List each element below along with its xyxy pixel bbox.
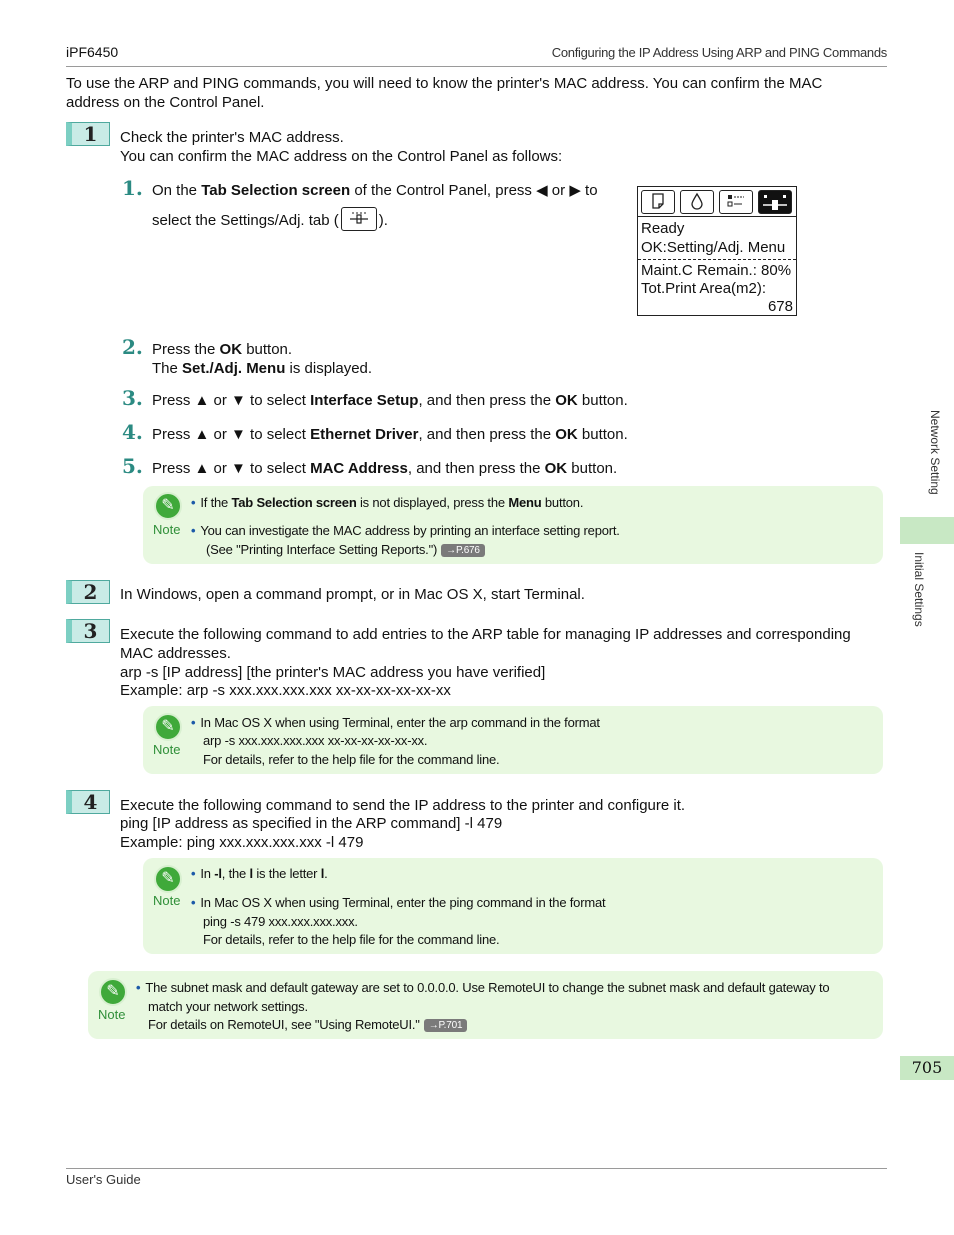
job-tab-icon [719, 190, 753, 214]
note-2-bullet-1: • In Mac OS X when using Terminal, enter the arp command in the format [191, 715, 600, 730]
substep-4-text: Press ▲ or ▼ to select Ethernet Driver, and then press the OK button. [152, 426, 628, 443]
note-1-bullet-2: • You can investigate the MAC address by printing an interface setting report. [191, 523, 620, 538]
step-3-line-2: MAC addresses. [120, 645, 231, 662]
note-pencil-icon: ✎ [154, 865, 182, 893]
step-1-line-1: Check the printer's MAC address. [120, 129, 344, 146]
step-3-line-1: Execute the following command to add entries to the ARP table for managing IP addresses and corresponding [120, 626, 851, 643]
note-pencil-icon: ✎ [154, 713, 182, 741]
substep-1-line-2: select the Settings/Adj. tab ( ). [152, 207, 388, 231]
lcd-divider-top [638, 216, 796, 217]
page-number: 705 [900, 1056, 954, 1080]
step-4-badge: 4 [66, 790, 110, 814]
note-2-line-3: For details, refer to the help file for the command line. [203, 752, 500, 767]
note-2-line-2: arp -s xxx.xxx.xxx.xxx xx-xx-xx-xx-xx-xx. [203, 733, 428, 748]
paper-tab-icon [641, 190, 675, 214]
step-4-line-2: ping [IP address as specified in the ARP command] -l 479 [120, 815, 503, 832]
lcd-maintenance-line: Maint.C Remain.: 80% [641, 262, 792, 279]
step-1-line-2: You can confirm the MAC address on the Control Panel as follows: [120, 148, 563, 165]
lcd-divider-dashed [638, 259, 796, 260]
page-link-676[interactable]: →P.676 [441, 544, 485, 557]
step-3-line-4: Example: arp -s xxx.xxx.xxx.xxx xx-xx-xx-xx-xx-xx [120, 682, 451, 699]
step-4-line-1: Execute the following command to send the IP address to the printer and configure it. [120, 797, 686, 814]
substep-2-line-2: The Set./Adj. Menu is displayed. [152, 360, 373, 377]
note-label: Note [153, 522, 181, 537]
note-label: Note [153, 893, 181, 908]
note-3-line-2: ping -s 479 xxx.xxx.xxx.xxx. [203, 914, 358, 929]
final-note-line-3: For details on RemoteUI, see "Using RemoteUI." →P.701 [148, 1016, 467, 1034]
step-1-badge: 1 [66, 122, 110, 146]
step-4-line-3: Example: ping xxx.xxx.xxx.xxx -l 479 [120, 834, 364, 851]
step-3-line-3: arp -s [IP address] [the printer's MAC address you have verified] [120, 664, 546, 681]
substep-3-number: 3. [122, 386, 143, 410]
note-pencil-icon: ✎ [154, 492, 182, 520]
step-2-badge: 2 [66, 580, 110, 604]
ink-tab-icon [680, 190, 714, 214]
note-3-bullet-1: • In -l, the l is the letter l. [191, 866, 328, 881]
page-link-701[interactable]: →P.701 [424, 1019, 468, 1032]
substep-5-text: Press ▲ or ▼ to select MAC Address, and then press the OK button. [152, 460, 618, 477]
lcd-status-line: Ready [641, 220, 685, 237]
substep-1-number: 1. [122, 176, 143, 200]
note-3-bullet-2: • In Mac OS X when using Terminal, enter the ping command in the format [191, 895, 606, 910]
control-panel-lcd [637, 186, 797, 316]
settings-tab-icon-selected [758, 190, 792, 214]
substep-3-text: Press ▲ or ▼ to select Interface Setup, and then press the OK button. [152, 392, 628, 409]
side-tab-network-setting[interactable]: Network Setting [928, 410, 942, 495]
note-1-bullet-1: • If the Tab Selection screen is not displayed, press the Menu button. [191, 495, 584, 510]
step-3-badge: 3 [66, 619, 110, 643]
final-note-line-2: match your network settings. [148, 999, 308, 1014]
lcd-print-area-value: 678 [767, 298, 793, 315]
substep-4-number: 4. [122, 420, 143, 444]
side-tab-initial-settings[interactable]: Initial Settings [912, 552, 926, 627]
note-label: Note [153, 742, 181, 757]
final-note-line-1: • The subnet mask and default gateway are set to 0.0.0.0. Use RemoteUI to change the subnet mask and default gateway to [136, 980, 830, 995]
substep-2-number: 2. [122, 335, 143, 359]
note-3-line-3: For details, refer to the help file for the command line. [203, 932, 500, 947]
intro-line-1: To use the ARP and PING commands, you will need to know the printer's MAC address. You can confirm the MAC [66, 75, 823, 92]
header-section-title: Configuring the IP Address Using ARP and PING Commands [551, 45, 887, 60]
note-1-reference: (See "Printing Interface Setting Reports.") →P.676 [206, 541, 485, 559]
substep-1-line-1: On the Tab Selection screen of the Control Panel, press ◀ or ▶ to [152, 182, 598, 199]
note-label: Note [98, 1007, 126, 1022]
footer-divider [66, 1168, 887, 1169]
note-pencil-icon: ✎ [99, 978, 127, 1006]
footer-text: User's Guide [66, 1172, 141, 1187]
step-2-text: In Windows, open a command prompt, or in Mac OS X, start Terminal. [120, 586, 585, 603]
left-arrow-icon: ◀ [536, 182, 548, 199]
substep-5-number: 5. [122, 454, 143, 478]
lcd-menu-line: OK:Setting/Adj. Menu [641, 239, 786, 256]
settings-adj-tab-icon [341, 207, 377, 231]
lcd-print-area-line: Tot.Print Area(m2): [641, 280, 767, 297]
header-model: iPF6450 [66, 44, 119, 60]
intro-line-2: address on the Control Panel. [66, 94, 265, 111]
right-arrow-icon: ▶ [569, 182, 581, 199]
substep-2-line-1: Press the OK button. [152, 341, 293, 358]
header-divider [66, 66, 887, 67]
side-tab-active-marker [900, 517, 954, 544]
